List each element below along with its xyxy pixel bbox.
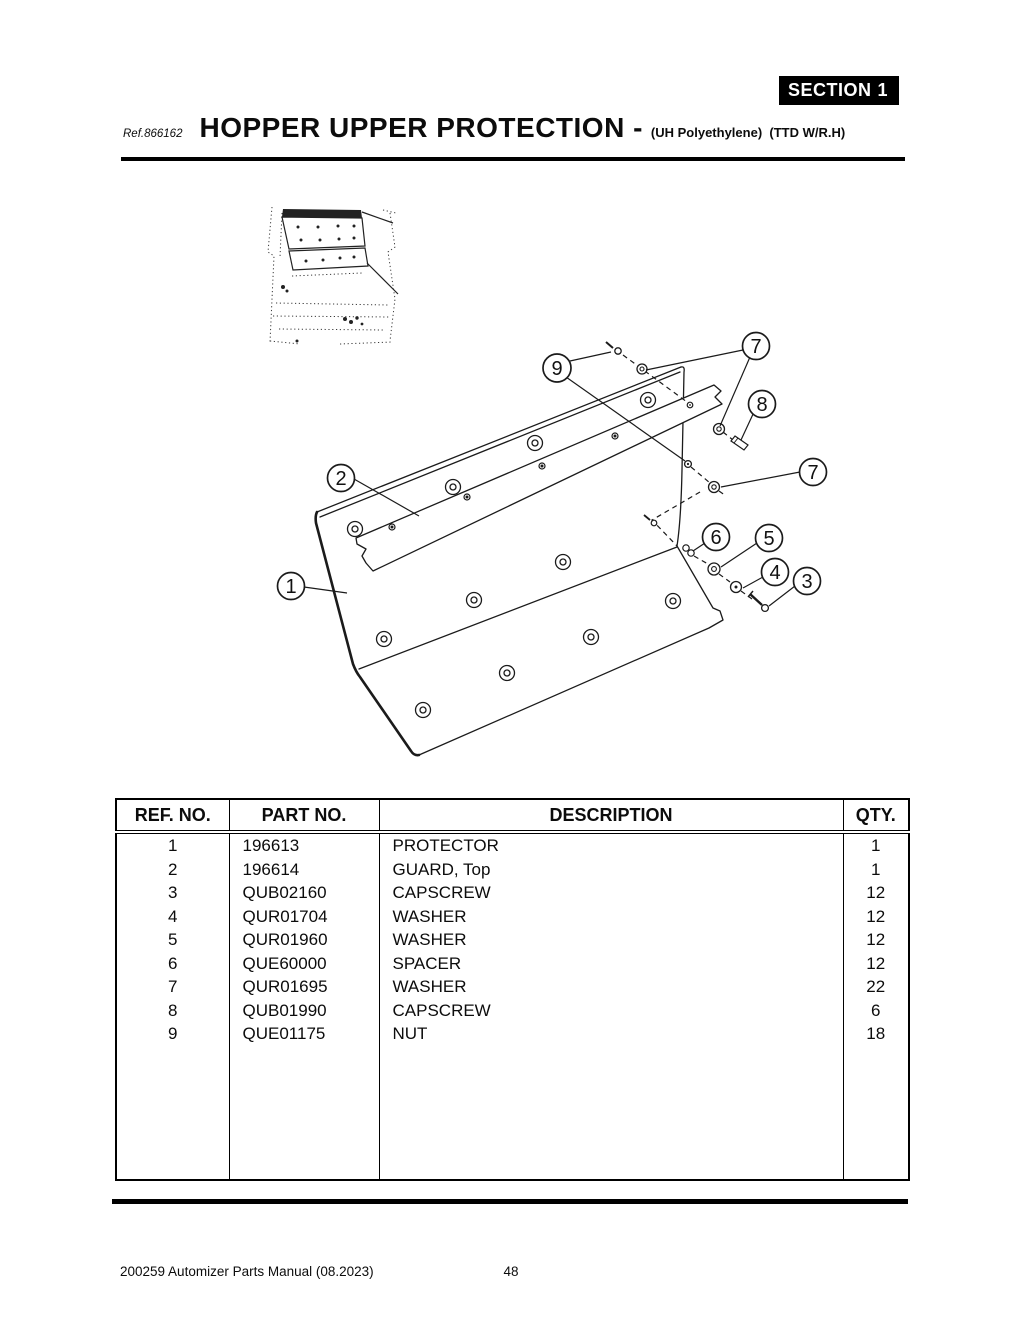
callout-9 (543, 354, 571, 382)
part-no-cell: QUB01990 (229, 999, 379, 1023)
part-no-cell: QUB02160 (229, 881, 379, 905)
guard-strip (356, 385, 722, 571)
qty-cell: 6 (843, 999, 909, 1023)
table-empty-space (116, 1046, 909, 1181)
screw-tip-symbol (644, 515, 657, 526)
table-row (116, 999, 909, 1023)
qty-cell: 1 (843, 858, 909, 882)
hidden-axis-lines (623, 355, 752, 599)
description-cell: WASHER (379, 905, 843, 929)
callout-4 (762, 559, 789, 586)
washer-symbol (709, 482, 720, 493)
qty-cell: 1 (843, 832, 909, 858)
part-no-cell: QUR01960 (229, 928, 379, 952)
description-cell: WASHER (379, 975, 843, 999)
callout-1 (278, 573, 305, 600)
ref-no-cell: 8 (168, 1000, 178, 1020)
capscrew-symbol (731, 436, 748, 450)
description-cell: PROTECTOR (379, 832, 843, 858)
table-row (116, 975, 909, 999)
part-no-cell: 196613 (229, 832, 379, 858)
table-header-part-no: PART NO. (229, 799, 379, 832)
ref-no-cell: 3 (168, 883, 178, 903)
section-badge (779, 76, 899, 105)
callout-7a (743, 333, 770, 360)
part-no-cell: 196614 (229, 858, 379, 882)
machine-thumbnail-panel (282, 212, 398, 294)
washer-symbol (731, 582, 742, 593)
table-row (116, 952, 909, 976)
qty-cell: 12 (843, 881, 909, 905)
part-no-cell: QUE60000 (229, 952, 379, 976)
qty-cell: 12 (843, 952, 909, 976)
table-row (116, 832, 909, 858)
svg-text:3: 3 (801, 571, 813, 593)
qty-cell: 12 (843, 905, 909, 929)
ref-no-cell: 1 (168, 836, 178, 856)
ref-no-cell: 6 (168, 953, 178, 973)
title-row (123, 112, 913, 148)
page-title: HOPPER UPPER PROTECTION - (199, 112, 643, 143)
table-header-row (116, 799, 909, 832)
table-header-description: DESCRIPTION (379, 799, 843, 832)
description-cell: GUARD, Top (379, 858, 843, 882)
qty-cell: 18 (843, 1022, 909, 1046)
qty-cell: 22 (843, 975, 909, 999)
reference-number: Ref.866162 (123, 128, 183, 140)
capscrew-symbol (748, 591, 768, 611)
callout-6 (703, 524, 730, 551)
table-row (116, 905, 909, 929)
spacer-symbol (683, 545, 694, 556)
callout-3 (794, 568, 821, 595)
ref-no-cell: 5 (168, 930, 178, 950)
qty-cell: 12 (843, 928, 909, 952)
footer-manual-info: 200259 Automizer Parts Manual (08.2023) (120, 1264, 374, 1279)
washer-symbol (708, 563, 720, 575)
parts-diagram (110, 180, 920, 795)
parts-table (115, 798, 910, 1181)
callout-8 (749, 391, 776, 418)
ref-no-cell: 2 (168, 859, 178, 879)
ref-no-cell: 4 (168, 906, 178, 926)
part-no-cell: QUR01695 (229, 975, 379, 999)
description-cell: SPACER (379, 952, 843, 976)
ref-no-cell: 9 (168, 1024, 178, 1044)
title-divider (121, 157, 905, 161)
svg-text:7: 7 (807, 462, 819, 484)
nut-symbol (685, 461, 692, 468)
svg-text:5: 5 (763, 528, 775, 550)
footer-divider (112, 1199, 908, 1204)
table-row (116, 1022, 909, 1046)
ref-no-cell: 7 (168, 977, 178, 997)
callout-2 (328, 465, 355, 492)
washer-symbol (637, 364, 647, 374)
part-no-cell: QUE01175 (229, 1022, 379, 1046)
svg-text:2: 2 (335, 468, 347, 490)
description-cell: CAPSCREW (379, 999, 843, 1023)
parts-table-container (115, 798, 910, 1181)
table-row (116, 928, 909, 952)
table-header-qty: QTY. (843, 799, 909, 832)
description-cell: WASHER (379, 928, 843, 952)
fastener-symbols (606, 342, 768, 611)
table-row (116, 858, 909, 882)
svg-text:4: 4 (769, 562, 781, 584)
table-row (116, 881, 909, 905)
section-number: 1 (877, 80, 888, 100)
callout-5 (756, 525, 783, 552)
washer-symbol (714, 424, 725, 435)
page-title-suffix: (UH Polyethylene) (TTD W/R.H) (650, 125, 846, 140)
section-label: SECTION (788, 80, 872, 100)
svg-text:8: 8 (756, 394, 768, 416)
callout-7b (800, 459, 827, 486)
description-cell: NUT (379, 1022, 843, 1046)
svg-text:7: 7 (750, 336, 762, 358)
description-cell: CAPSCREW (379, 881, 843, 905)
screw-tip-symbol (687, 402, 693, 408)
footer-page-number: 48 (503, 1264, 519, 1279)
part-no-cell: QUR01704 (229, 905, 379, 929)
table-header-ref-no: REF. NO. (116, 799, 229, 832)
svg-text:9: 9 (551, 358, 563, 380)
svg-text:1: 1 (285, 576, 297, 598)
svg-text:6: 6 (710, 527, 722, 549)
